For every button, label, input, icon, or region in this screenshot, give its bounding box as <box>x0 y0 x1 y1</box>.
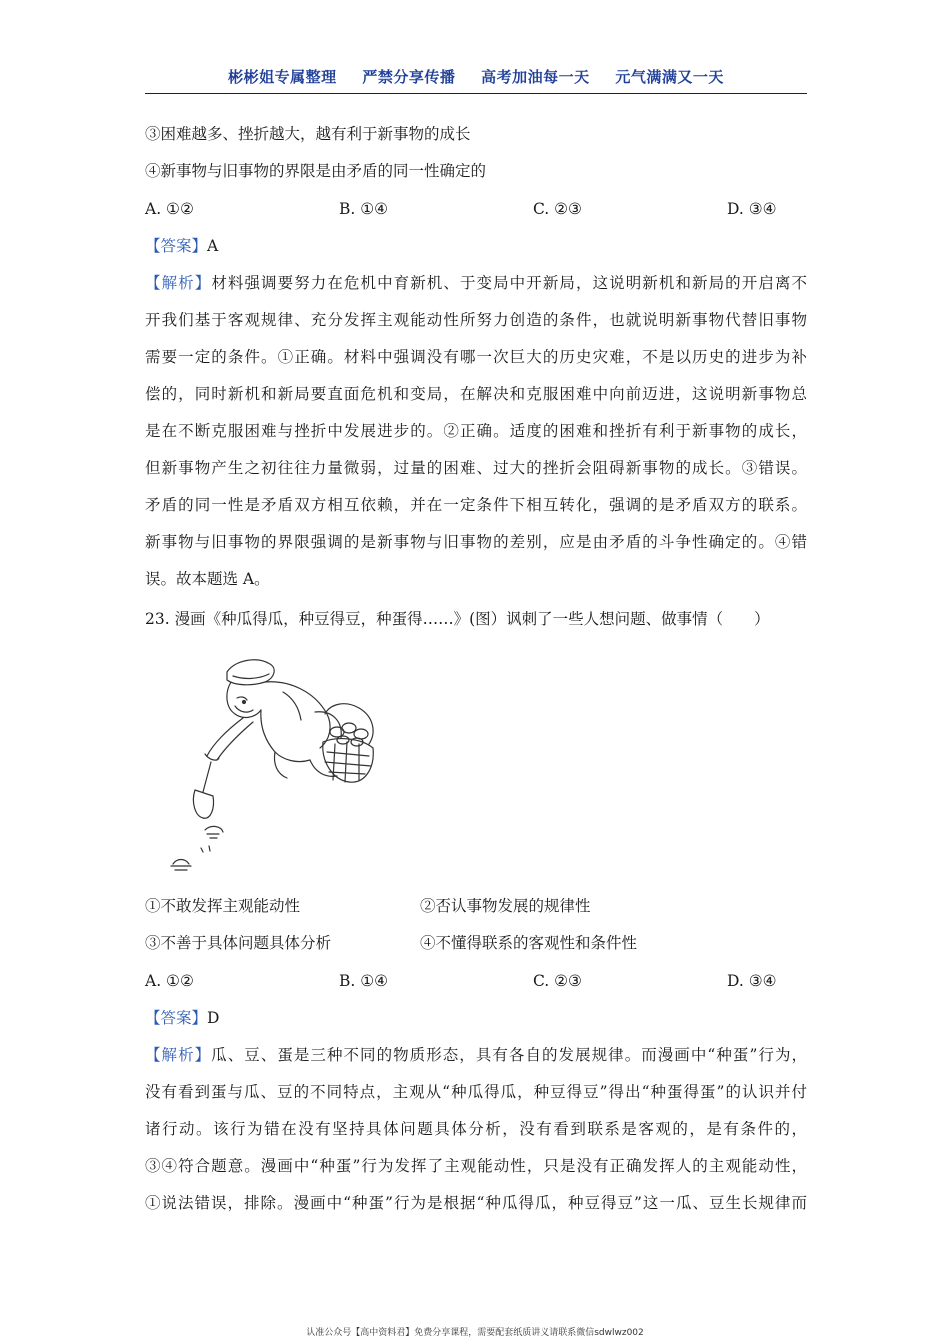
answer-value: A <box>207 237 219 255</box>
answer-tag: 【答案】 <box>145 1009 208 1027</box>
header-item: 彬彬姐专属整理 <box>228 68 337 86</box>
q22-analysis-line <box>145 273 807 293</box>
q22-analysis-line: 需要一定的条件。①正确。材料中强调没有哪一次巨大的历史灾难，不是以历史的进步为补 <box>145 348 807 366</box>
q23-analysis-line: 诸行动。该行为错在没有坚持具体问题具体分析，没有看到联系是客观的，是有条件的， <box>145 1120 807 1138</box>
q23-statement-4: ④不懂得联系的客观性和条件性 <box>420 934 638 952</box>
q23-statement-1: ①不敢发挥主观能动性 <box>145 897 301 915</box>
header-rule <box>145 93 807 94</box>
q22-option-d: D. ③④ <box>727 200 777 218</box>
q23-analysis-line: ③④符合题意。漫画中“种蛋”行为发挥了主观能动性，只是没有正确发挥人的主观能动性， <box>145 1157 807 1175</box>
page-header <box>145 66 807 87</box>
q23-option-c: C. ②③ <box>533 972 582 990</box>
header-item: 严禁分享传播 <box>362 68 456 86</box>
analysis-tag: 【解析】 <box>145 1046 212 1064</box>
q22-statement-4: ④新事物与旧事物的界限是由矛盾的同一性确定的 <box>145 162 487 180</box>
q22-answer <box>145 236 807 256</box>
q23-option-d: D. ③④ <box>727 972 777 990</box>
q23-statement-3: ③不善于具体问题具体分析 <box>145 934 332 952</box>
q23-analysis-line: 没有看到蛋与瓜、豆的不同特点，主观从“种瓜得瓜，种豆得豆”得出“种蛋得蛋”的认识并付 <box>145 1083 807 1101</box>
q22-statement-3: ③困难越多、挫折越大，越有利于新事物的成长 <box>145 125 471 143</box>
analysis-tag: 【解析】 <box>145 274 212 292</box>
q22-analysis-line: 偿的，同时新机和新局要直面危机和变局，在解决和克服困难中向前迈进，这说明新事物总 <box>145 385 807 403</box>
q22-analysis-line: 开我们基于客观规律、充分发挥主观能动性所努力创造的条件，也就说明新事物代替旧事物 <box>145 311 807 329</box>
q22-analysis-line: 矛盾的同一性是矛盾双方相互依赖，并在一定条件下相互转化，强调的是矛盾双方的联系。 <box>145 496 807 514</box>
header-item: 元气满满又一天 <box>615 68 724 86</box>
q22-option-c: C. ②③ <box>533 200 582 218</box>
q23-analysis-line <box>145 1045 807 1065</box>
q22-analysis-line: 是在不断克服困难与挫折中发展进步的。②正确。适度的困难和挫折有利于新事物的成长， <box>145 422 807 440</box>
answer-tag: 【答案】 <box>145 237 208 255</box>
header-item: 高考加油每一天 <box>481 68 590 86</box>
q22-analysis-line: 误。故本题选 A。 <box>145 570 270 588</box>
q23-option-a: A. ①② <box>145 972 194 990</box>
q22-analysis-line: 但新事物产生之初往往力量微弱，过量的困难、过大的挫折会阻碍新事物的成长。③错误。 <box>145 459 807 477</box>
cartoon-illustration <box>165 652 385 877</box>
q23-option-b: B. ①④ <box>339 972 389 990</box>
page-footer: 认准公众号【高中资料君】免费分享课程，需要配套纸质讲义请联系微信sdwlwz002 <box>306 1328 644 1338</box>
q23-answer <box>145 1008 807 1028</box>
q23-stem: 23. 漫画《种瓜得瓜，种豆得豆，种蛋得……》(图）讽刺了一些人想问题、做事情（ ） <box>145 610 770 628</box>
q22-option-a: A. ①② <box>145 200 194 218</box>
q23-statement-2: ②否认事物发展的规律性 <box>420 897 591 915</box>
answer-value: D <box>207 1009 220 1027</box>
q22-analysis-line: 新事物与旧事物的界限强调的是新事物与旧事物的差别，应是由矛盾的斗争性确定的。④错 <box>145 533 807 551</box>
analysis-text: 瓜、豆、蛋是三种不同的物质形态，具有各自的发展规律。而漫画中“种蛋”行为， <box>211 1046 807 1064</box>
q23-analysis-line: ①说法错误，排除。漫画中“种蛋”行为是根据“种瓜得瓜，种豆得豆”这一瓜、豆生长规律而 <box>145 1194 807 1212</box>
analysis-text: 材料强调要努力在危机中育新机、于变局中开新局，这说明新机和新局的开启离不 <box>211 274 807 292</box>
q22-option-b: B. ①④ <box>339 200 389 218</box>
